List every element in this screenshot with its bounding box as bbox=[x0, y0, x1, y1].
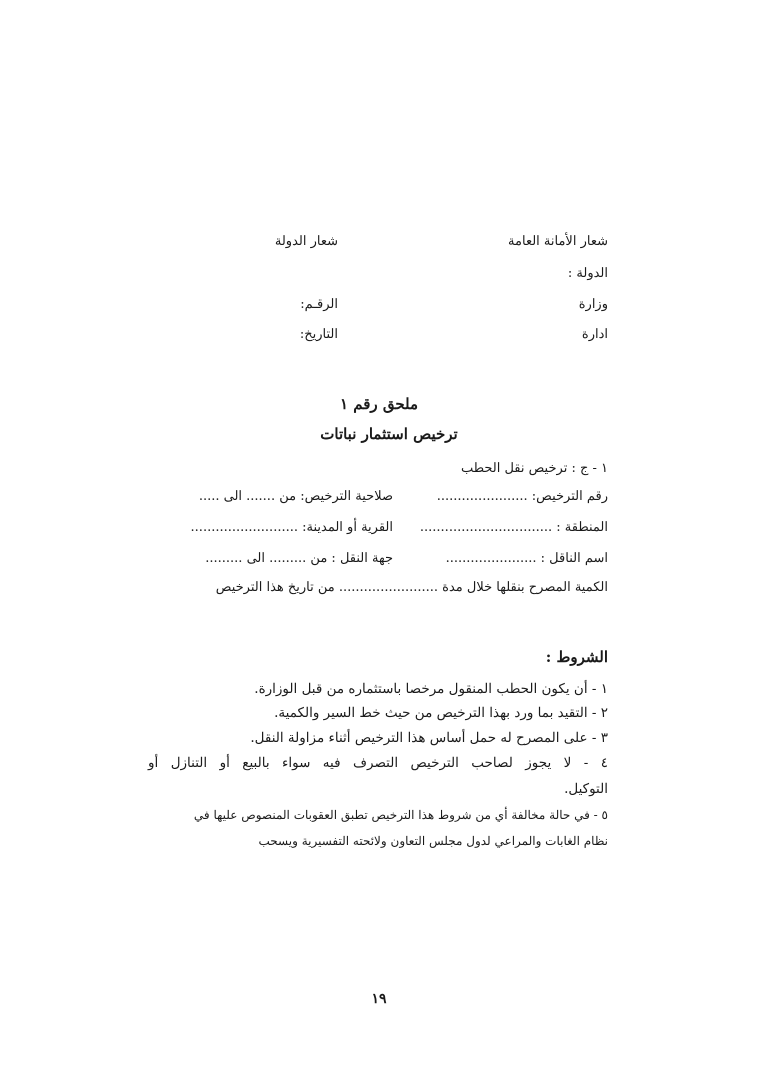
license-number-field: رقم الترخيص: ...................... bbox=[436, 489, 608, 504]
department-label: ادارة bbox=[581, 327, 608, 342]
region-field: المنطقة : ................................ bbox=[419, 520, 608, 535]
condition-item-5-continued: نظام الغابات والمراعي لدول مجلس التعاون ولائحته التفسيرية ويسحب bbox=[258, 834, 608, 848]
ministry-label: وزارة bbox=[578, 297, 608, 312]
village-field: القرية أو المدينة: .......................... bbox=[190, 520, 393, 535]
condition-item-4: ٤ - لا يجوز لصاحب الترخيص التصرف فيه سواء بالبيع أو التنازل أو bbox=[148, 755, 608, 771]
condition-item-3: ٣ - على المصرح له حمل أساس هذا الترخيص أثناء مزاولة النقل. bbox=[250, 730, 608, 746]
condition-item-5: ٥ - في حالة مخالفة أي من شروط هذا الترخيص تطبق العقوبات المنصوص عليها في bbox=[193, 808, 608, 822]
quantity-field: الكمية المصرح بنقلها خلال مدة ........................ من تاريخ هذا الترخيص bbox=[215, 580, 608, 595]
secretariat-logo-label: شعار الأمانة العامة bbox=[508, 234, 608, 249]
annex-title: ملحق رقم ١ bbox=[339, 395, 419, 413]
condition-item-4-continued: التوكيل. bbox=[564, 781, 608, 797]
state-label: الدولة : bbox=[567, 266, 608, 281]
license-title: ترخيص استثمار نباتات bbox=[320, 425, 458, 443]
date-label: التاريخ: bbox=[299, 327, 338, 342]
carrier-name-field: اسم الناقل : ...................... bbox=[445, 551, 608, 566]
form-line-1: ١ - ج : ترخيص نقل الحطب bbox=[460, 461, 608, 476]
condition-item-2: ٢ - التقيد بما ورد بهذا الترخيص من حيث خط السير والكمية. bbox=[274, 705, 608, 721]
conditions-heading: الشروط : bbox=[545, 648, 608, 666]
number-label: الرقـم: bbox=[300, 297, 338, 312]
state-logo-label: شعار الدولة bbox=[274, 234, 338, 249]
page-number: ١٩ bbox=[371, 991, 387, 1007]
condition-item-1: ١ - أن يكون الحطب المنقول مرخصا باستثماره من قبل الوزارة. bbox=[254, 681, 608, 697]
transport-direction-field: جهة النقل : من ......... الى ......... bbox=[205, 551, 393, 566]
license-validity-field: صلاحية الترخيص: من ....... الى ..... bbox=[198, 489, 393, 504]
